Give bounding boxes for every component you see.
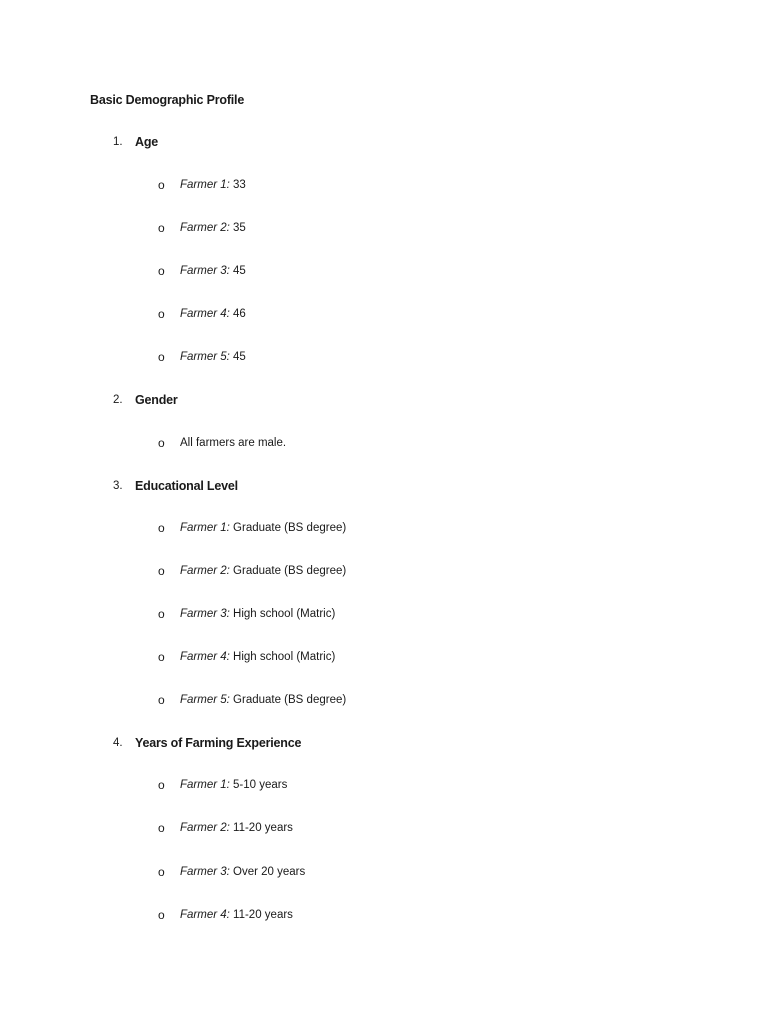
item-value: Over 20 years	[229, 866, 306, 878]
farmer-label: Farmer 2:	[180, 565, 230, 577]
bullet-icon: o	[158, 778, 165, 792]
section-heading	[0, 135, 768, 151]
item-value: All farmers are male.	[180, 437, 287, 449]
farmer-label: Farmer 2:	[180, 222, 230, 234]
list-item	[0, 264, 768, 280]
bullet-icon: o	[158, 650, 165, 664]
farmer-label: Farmer 2:	[180, 822, 230, 834]
farmer-label: Farmer 1:	[180, 179, 230, 191]
item-value: Graduate (BS degree)	[229, 522, 347, 534]
farmer-label: Farmer 4:	[180, 308, 230, 320]
list-item	[0, 436, 768, 452]
item-value: High school (Matric)	[229, 651, 336, 663]
bullet-icon: o	[158, 908, 165, 922]
item-value: 46	[229, 308, 246, 320]
list-item	[0, 650, 768, 666]
section-number: 3.	[113, 480, 123, 492]
item-value: 11-20 years	[229, 822, 293, 834]
item-value: Graduate (BS degree)	[229, 694, 347, 706]
list-item	[0, 908, 768, 924]
list-item	[0, 607, 768, 623]
item-value: High school (Matric)	[229, 608, 336, 620]
bullet-icon: o	[158, 436, 165, 450]
list-item	[0, 821, 768, 837]
bullet-icon: o	[158, 264, 165, 278]
list-item	[0, 307, 768, 323]
section-title: Years of Farming Experience	[135, 736, 302, 750]
bullet-icon: o	[158, 221, 165, 235]
item-value: Graduate (BS degree)	[229, 565, 347, 577]
section-number: 2.	[113, 394, 123, 406]
bullet-icon: o	[158, 521, 165, 535]
item-value: 45	[229, 265, 246, 277]
list-item	[0, 521, 768, 537]
bullet-icon: o	[158, 307, 165, 321]
document-title: Basic Demographic Profile	[90, 93, 245, 107]
item-value: 5-10 years	[229, 779, 288, 791]
bullet-icon: o	[158, 178, 165, 192]
list-item	[0, 178, 768, 194]
section-heading	[0, 736, 768, 752]
bullet-icon: o	[158, 607, 165, 621]
list-item	[0, 350, 768, 366]
bullet-icon: o	[158, 693, 165, 707]
list-item	[0, 778, 768, 794]
section-title: Age	[135, 135, 159, 149]
section-heading	[0, 479, 768, 495]
list-item	[0, 865, 768, 881]
section-title: Gender	[135, 393, 178, 407]
farmer-label: Farmer 3:	[180, 265, 230, 277]
section-number: 4.	[113, 737, 123, 749]
bullet-icon: o	[158, 564, 165, 578]
item-value: 11-20 years	[229, 909, 293, 921]
farmer-label: Farmer 4:	[180, 909, 230, 921]
farmer-label: Farmer 1:	[180, 779, 230, 791]
farmer-label: Farmer 3:	[180, 608, 230, 620]
farmer-label: Farmer 1:	[180, 522, 230, 534]
farmer-label: Farmer 5:	[180, 694, 230, 706]
farmer-label: Farmer 3:	[180, 866, 230, 878]
section-number: 1.	[113, 136, 123, 148]
list-item	[0, 564, 768, 580]
item-value: 45	[229, 351, 246, 363]
bullet-icon: o	[158, 821, 165, 835]
list-item	[0, 693, 768, 709]
section-title: Educational Level	[135, 479, 238, 493]
bullet-icon: o	[158, 350, 165, 364]
farmer-label: Farmer 5:	[180, 351, 230, 363]
bullet-icon: o	[158, 865, 165, 879]
item-value: 33	[229, 179, 246, 191]
item-value: 35	[229, 222, 246, 234]
section-heading	[0, 393, 768, 409]
farmer-label: Farmer 4:	[180, 651, 230, 663]
list-item	[0, 221, 768, 237]
